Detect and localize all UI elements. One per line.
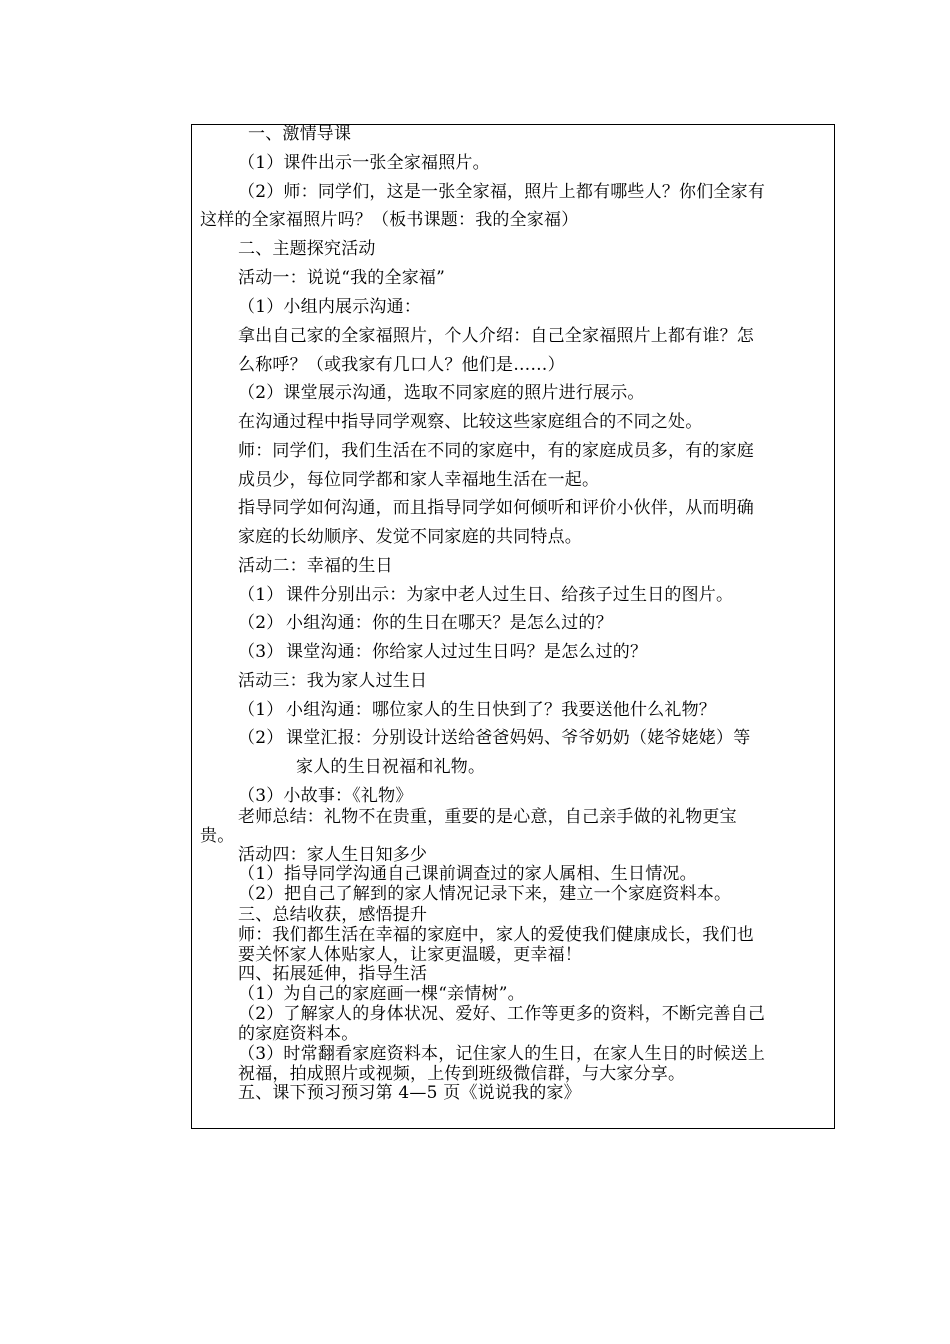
text-line: 拿出自己家的全家福照片，个人介绍：自己全家福照片上都有谁？怎 bbox=[238, 326, 754, 346]
text-line: 的家庭资料本。 bbox=[238, 1024, 359, 1044]
activity-heading: 活动一：说说“我的全家福” bbox=[238, 268, 445, 288]
list-item bbox=[238, 700, 716, 720]
activity-heading: 活动二：幸福的生日 bbox=[238, 556, 393, 576]
text-line: （2）课堂展示沟通，选取不同家庭的照片进行展示。 bbox=[238, 383, 645, 403]
activity-heading: 活动四：家人生日知多少 bbox=[238, 845, 428, 865]
list-text: 把自己了解到的家人情况记录下来，建立一个家庭资料本。 bbox=[284, 884, 732, 904]
list-item bbox=[238, 613, 613, 633]
text-line: 家人的生日祝福和礼物。 bbox=[296, 757, 486, 777]
text-line: （1）为自己的家庭画一棵“亲情树”。 bbox=[238, 984, 525, 1004]
list-item bbox=[238, 864, 697, 884]
text-line: 在沟通过程中指导同学观察、比较这些家庭组合的不同之处。 bbox=[238, 412, 703, 432]
section-heading: 三、总结收获，感悟提升 bbox=[238, 905, 428, 925]
text-line: 师：同学们，我们生活在不同的家庭中，有的家庭成员多，有的家庭 bbox=[238, 441, 754, 461]
text-line: （3）小故事：《礼物》 bbox=[238, 786, 413, 806]
section-heading: 五、课下预习预习第 4—5 页《说说我的家》 bbox=[238, 1083, 581, 1103]
list-text: 课堂沟通：你给家人过过生日吗？是怎么过的？ bbox=[286, 642, 648, 662]
list-number: （2） bbox=[238, 728, 284, 748]
section-heading: 四、拓展延伸，指导生活 bbox=[238, 964, 428, 984]
list-text: 指导同学沟通自己课前调查过的家人属相、生日情况。 bbox=[284, 864, 697, 884]
list-text: 课件分别出示：为家中老人过生日、给孩子过生日的图片。 bbox=[286, 585, 734, 605]
text-line: 么称呼？（或我家有几口人？他们是……） bbox=[238, 355, 565, 375]
list-number: （1） bbox=[238, 700, 284, 720]
list-item bbox=[238, 642, 647, 662]
list-number: （1） bbox=[238, 864, 284, 884]
list-text: 课堂汇报：分别设计送给爸爸妈妈、爷爷奶奶（姥爷姥姥）等 bbox=[286, 728, 751, 748]
activity-heading: 活动三：我为家人过生日 bbox=[238, 671, 428, 691]
text-line: 老师总结：礼物不在贵重，重要的是心意，自己亲手做的礼物更宝 bbox=[238, 807, 737, 827]
text-line: （2）师：同学们，这是一张全家福，照片上都有哪些人？你们全家有 bbox=[238, 182, 766, 202]
list-number: （3） bbox=[238, 642, 284, 662]
text-line: 成员少，每位同学都和家人幸福地生活在一起。 bbox=[238, 470, 600, 490]
text-line: 家庭的长幼顺序、发觉不同家庭的共同特点。 bbox=[238, 527, 582, 547]
text-line: 祝福，拍成照片或视频，上传到班级微信群，与大家分享。 bbox=[238, 1064, 686, 1084]
text-line: （1）课件出示一张全家福照片。 bbox=[238, 153, 490, 173]
text-line: （2）了解家人的身体状况、爱好、工作等更多的资料，不断完善自己 bbox=[238, 1004, 766, 1024]
text-line: 师：我们都生活在幸福的家庭中，家人的爱使我们健康成长，我们也 bbox=[238, 925, 754, 945]
text-line: （1）小组内展示沟通： bbox=[238, 297, 422, 317]
list-number: （2） bbox=[238, 884, 284, 904]
list-number: （1） bbox=[238, 585, 284, 605]
list-text: 小组沟通：哪位家人的生日快到了？我要送他什么礼物？ bbox=[286, 700, 716, 720]
text-line: 这样的全家福照片吗？（板书课题：我的全家福） bbox=[200, 210, 579, 230]
text-line: 贵。 bbox=[200, 826, 235, 846]
list-item bbox=[238, 728, 750, 748]
text-line: （3）时常翻看家庭资料本，记住家人的生日，在家人生日的时候送上 bbox=[238, 1044, 766, 1064]
list-text: 小组沟通：你的生日在哪天？是怎么过的？ bbox=[286, 613, 613, 633]
text-line: 指导同学如何沟通，而且指导同学如何倾听和评价小伙伴，从而明确 bbox=[238, 498, 754, 518]
text-line: 要关怀家人体贴家人，让家更温暖，更幸福！ bbox=[238, 945, 582, 965]
list-item bbox=[238, 884, 731, 904]
list-item bbox=[238, 585, 733, 605]
list-number: （2） bbox=[238, 613, 284, 633]
section-heading: 一、激情导课 bbox=[248, 124, 352, 144]
section-heading: 二、主题探究活动 bbox=[238, 239, 376, 259]
